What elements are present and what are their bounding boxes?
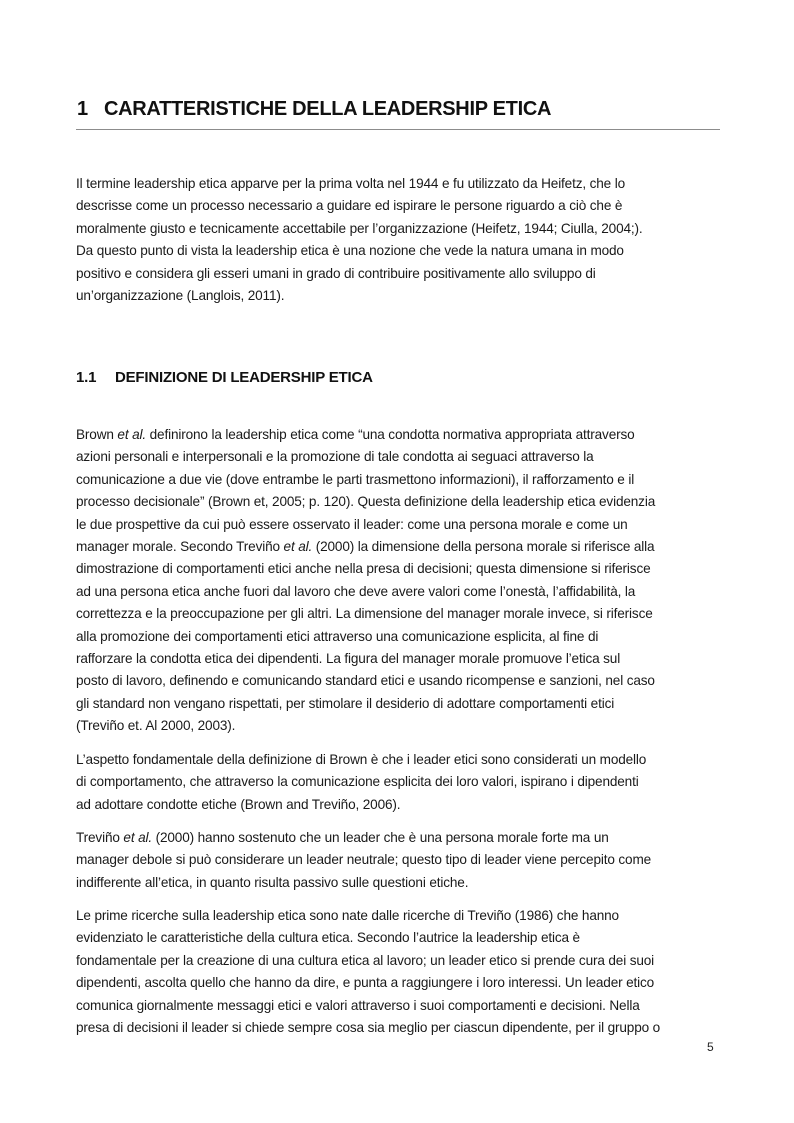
text-line: ad una persona etica anche fuori dal lavoro che deve avere valori come l’onestà, l’affidabilità, la — [76, 583, 636, 599]
text-line — [76, 827, 726, 849]
text-line: presa di decisioni il leader si chiede sempre cosa sia meglio per ciascun dipendente, per il gruppo o — [76, 1019, 661, 1035]
text-line: Da questo punto di vista la leadership etica è una nozione che vede la natura umana in modo — [76, 243, 624, 259]
brown-paragraph — [76, 749, 726, 816]
text-line: indifferente all’etica, in quanto risulta passivo sulle questioni etiche. — [76, 874, 469, 890]
section-number: 1.1 — [76, 369, 97, 386]
text-line: Le prime ricerche sulla leadership etica sono nate dalle ricerche di Treviño (1986) che hanno — [76, 908, 619, 923]
definition-paragraph — [76, 424, 726, 737]
text-line: dipendenti, ascolta quello che hanno da dire, e punta a raggiungere i loro interessi. Un leader etico — [76, 975, 655, 991]
text-line: posto di lavoro, definendo e comunicando standard etici e usando ricompense e sanzioni, nel caso — [76, 673, 655, 689]
text-line: manager debole si può considerare un leader neutrale; questo tipo di leader viene percepito come — [76, 852, 652, 868]
italic-run: et al. — [123, 830, 152, 845]
text-line: le due prospettive da cui può essere osservato il leader: come una persona morale e come un — [76, 516, 628, 532]
text-line: ad adottare condotte etiche (Brown and Treviño, 2006). — [76, 796, 401, 812]
text-run: (2000) la dimensione della persona morale si riferisce alla — [312, 538, 655, 554]
text-line: L’aspetto fondamentale della definizione di Brown è che i leader etici sono considerati un modello — [76, 752, 647, 767]
section-title: DEFINIZIONE DI LEADERSHIP ETICA — [115, 369, 373, 386]
text-line: Il termine leadership etica apparve per la prima volta nel 1944 e fu utilizzato da Heifetz, che lo — [76, 176, 625, 191]
text-line: di comportamento, che attraverso la comunicazione esplicita dei loro valori, ispirano i dipendenti — [76, 774, 639, 790]
italic-run: et al. — [117, 427, 146, 442]
section-heading — [76, 369, 373, 386]
text-line: rafforzare la condotta etica dei dipendenti. La figura del manager morale promuove l’etica sul — [76, 650, 621, 666]
text-line: correttezza e la preoccupazione per gli altri. La dimensione del manager morale invece, si riferisce — [76, 606, 653, 622]
text-line: processo decisionale” (Brown et, 2005; p. 120). Questa definizione della leadership etica evidenzia — [76, 494, 656, 510]
trevino-paragraph — [76, 827, 726, 894]
text-run: definirono la leadership etica come “una condotta normativa appropriata attraverso — [146, 427, 635, 442]
text-line: un’organizzazione (Langlois, 2011). — [76, 287, 285, 303]
text-line: gli standard non vengano rispettati, per stimolare il desiderio di adottare comportamenti etici — [76, 695, 615, 711]
text-line: dimostrazione di comportamenti etici anche nella presa di decisioni; questa dimensione si riferisce — [76, 561, 651, 577]
text-line: comunicazione a due vie (dove entrambe le parti trasmettono informazioni), il rafforzamento e il — [76, 471, 635, 487]
heading-rule — [76, 129, 720, 130]
text-line: alla promozione dei comportamenti etici attraverso una comunicazione esplicita, al fine di — [76, 628, 599, 644]
text-line: positivo e considera gli esseri umani in grado di contribuire positivamente allo sviluppo di — [76, 265, 596, 281]
research-paragraph — [76, 905, 726, 1039]
text-line — [76, 536, 726, 558]
intro-paragraph — [76, 173, 726, 307]
text-line: (Treviño et. Al 2000, 2003). — [76, 718, 236, 734]
text-line — [76, 424, 726, 446]
text-line: evidenziato le caratteristiche della cultura etica. Secondo l’autrice la leadership etica è — [76, 930, 580, 946]
text-line: fondamentale per la creazione di una cultura etica al lavoro; un leader etico si prende cura dei suoi — [76, 952, 655, 968]
text-line: moralmente giusto e tecnicamente accettabile per l’organizzazione (Heifetz, 1944; Ciulla, 2004;). — [76, 220, 643, 236]
text-line: azioni personali e interpersonali e la promozione di tale condotta ai seguaci attraverso la — [76, 449, 594, 465]
chapter-heading — [77, 98, 720, 121]
text-run: Brown — [76, 427, 118, 442]
chapter-title: CARATTERISTICHE DELLA LEADERSHIP ETICA — [104, 98, 552, 120]
text-line: comunica giornalmente messaggi etici e valori attraverso i suoi comportamenti e decisioni. Nella — [76, 997, 640, 1013]
text-run: Treviño — [76, 830, 124, 845]
italic-run: et al. — [283, 538, 313, 554]
text-run: manager morale. Secondo Treviño — [76, 538, 284, 554]
text-run: (2000) hanno sostenuto che un leader che è una persona morale forte ma un — [151, 830, 609, 845]
page-number: 5 — [707, 1040, 714, 1054]
text-line: descrisse come un processo necessario a guidare ed ispirare le persone riguardo a ciò che è — [76, 198, 623, 214]
chapter-number: 1 — [77, 98, 88, 120]
